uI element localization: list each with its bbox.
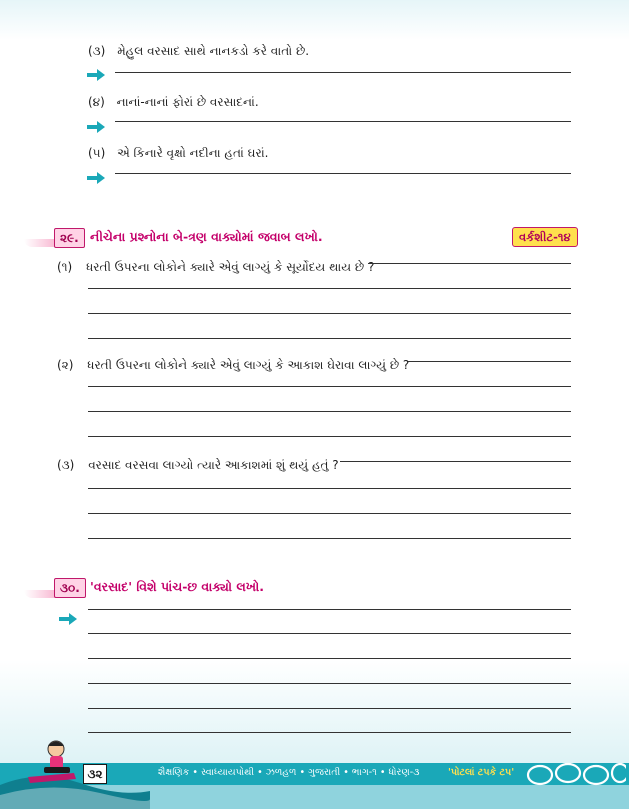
answer-line[interactable] <box>88 338 571 339</box>
answer-line[interactable] <box>88 609 571 610</box>
child-mascot-icon <box>26 737 82 787</box>
section-29-header <box>54 228 454 248</box>
question-text: ધરતી ઉપરના લોકોને ક્યારે એવું લાગ્યું કે આકાશ ઘેરાવા લાગ્યું છે ? <box>87 358 410 372</box>
footer-series: શૈક્ષણિક • સ્વાધ્યાયપોથી • ઝળહળ • ગુજરાતી • ભાગ-૧ • ધોરણ-૩ <box>158 767 420 778</box>
answer-line[interactable] <box>88 513 571 514</box>
answer-line[interactable] <box>88 658 571 659</box>
question-number: (૨) <box>57 358 74 372</box>
answer-line[interactable] <box>88 436 571 437</box>
question-number: (૧) <box>57 260 73 274</box>
arrow-right-icon <box>86 120 106 134</box>
question-2 <box>57 358 409 373</box>
answer-line[interactable] <box>88 732 571 733</box>
arrow-right-icon <box>86 171 106 185</box>
answer-line[interactable] <box>88 313 571 314</box>
answer-line[interactable] <box>115 173 571 174</box>
worksheet-badge: વર્કશીટ-૧૪ <box>512 227 578 247</box>
item-number: (૫) <box>88 146 106 160</box>
answer-line[interactable] <box>88 683 571 684</box>
item-number: (૩) <box>88 44 106 58</box>
answer-line[interactable] <box>368 263 571 264</box>
page-number: ૩૨ <box>83 764 107 784</box>
answer-line[interactable] <box>115 121 571 122</box>
rain-drops-decoration <box>526 760 626 788</box>
answer-line[interactable] <box>115 72 571 73</box>
answer-line[interactable] <box>340 461 571 462</box>
question-3 <box>57 458 339 473</box>
question-text: વરસાદ વરસવા લાગ્યો ત્યારે આકાશમાં શું થયું હતું ? <box>88 458 339 472</box>
answer-line[interactable] <box>88 288 571 289</box>
item-text: એ કિનારે વૃક્ષો નદીના હતાં ઘરાં. <box>117 146 269 160</box>
item-5 <box>88 146 268 161</box>
section-number: ૨૯. <box>54 228 85 248</box>
item-text: નાનાં-નાનાં ફોરાં છે વરસાદનાં. <box>116 95 259 109</box>
arrow-right-icon <box>86 68 106 82</box>
answer-line[interactable] <box>408 361 571 362</box>
question-number: (૩) <box>57 458 75 472</box>
answer-line[interactable] <box>88 386 571 387</box>
section-title: 'વરસાદ' વિશે પાંચ-છ વાક્યો લખો. <box>90 579 264 594</box>
answer-line[interactable] <box>88 411 571 412</box>
section-30-header <box>54 578 354 598</box>
section-number: ૩૦. <box>54 578 86 598</box>
answer-line[interactable] <box>88 708 571 709</box>
section-title: નીચેના પ્રશ્નોના બે-ત્રણ વાક્યોમાં જવાબ લખો. <box>90 229 323 244</box>
item-3 <box>88 44 309 59</box>
footer-tagline: 'પોટલાં ટપકે ટપ' <box>448 767 515 778</box>
arrow-right-icon <box>58 612 78 626</box>
answer-line[interactable] <box>88 633 571 634</box>
answer-line[interactable] <box>88 538 571 539</box>
answer-line[interactable] <box>88 488 571 489</box>
question-text: ધરતી ઉપરના લોકોને ક્યારે એવું લાગ્યું કે સૂર્યોદય થાય છે ? <box>86 260 375 274</box>
question-1 <box>57 260 374 275</box>
item-4 <box>88 95 259 110</box>
item-number: (૪) <box>88 95 105 109</box>
item-text: મેહુલ વરસાદ સાથે નાનકડો કરે વાતો છે. <box>117 44 310 58</box>
